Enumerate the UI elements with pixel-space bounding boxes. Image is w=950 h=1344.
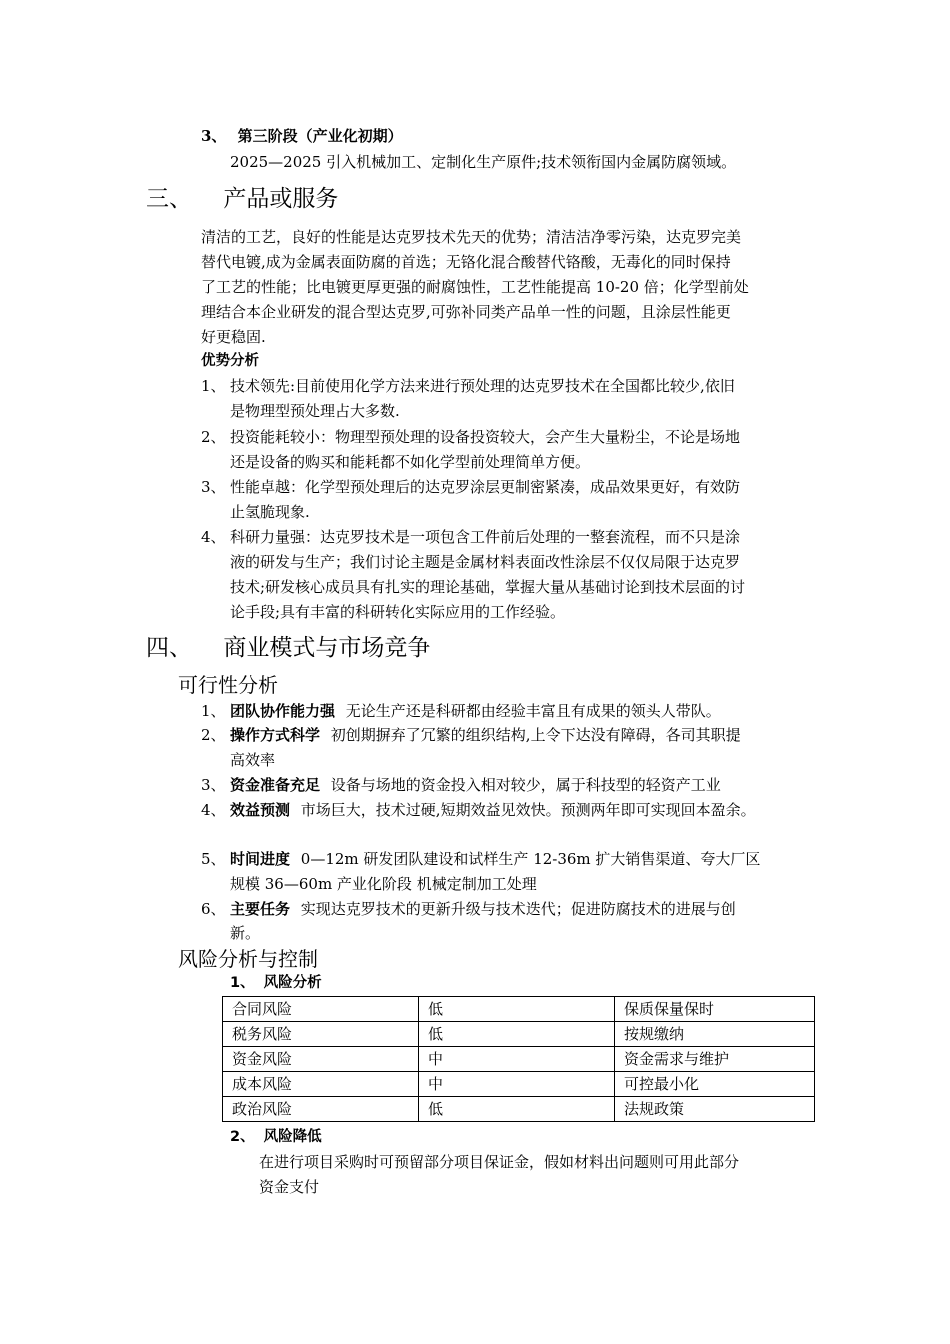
feasibility-item-num: 6、 xyxy=(201,900,226,918)
risk-measure-cell: 可控最小化 xyxy=(615,1072,815,1097)
feasibility-item xyxy=(230,774,721,796)
section3-para-line: 好更稳固. xyxy=(201,328,266,346)
feasibility-item xyxy=(230,898,736,920)
risk-level-cell: 中 xyxy=(419,1072,615,1097)
table-row xyxy=(223,997,815,1022)
advantage-item-line: 技术;研发核心成员具有扎实的理论基础，掌握大量从基础讨论到技术层面的讨 xyxy=(230,578,746,596)
feasibility-item-text: 高效率 xyxy=(230,751,276,769)
section3-num: 三、 xyxy=(146,186,192,212)
risk-type-cell: 合同风险 xyxy=(223,997,419,1022)
section3-para-line: 清洁的工艺，良好的性能是达克罗技术先天的优势；清洁洁净零污染，达克罗完美 xyxy=(201,228,742,246)
advantage-item-line: 科研力量强：达克罗技术是一项包含工件前后处理的一整套流程，而不只是涂 xyxy=(230,528,741,546)
advantage-item-line: 论手段;具有丰富的科研转化实际应用的工作经验。 xyxy=(230,603,566,621)
risk-analysis-num: 1、 xyxy=(230,975,255,991)
feasibility-item-num: 1、 xyxy=(201,702,226,720)
advantage-item-num: 4、 xyxy=(201,528,226,546)
risk-level-cell: 低 xyxy=(419,1022,615,1047)
risk-type-cell: 税务风险 xyxy=(223,1022,419,1047)
advantage-item-line: 还是设备的购买和能耗都不如化学型前处理简单方便。 xyxy=(230,453,591,471)
feasibility-item xyxy=(230,799,756,821)
feasibility-item-num: 5、 xyxy=(201,850,226,868)
feasibility-item-text: 设备与场地的资金投入相对较少，属于科技型的轻资产工业 xyxy=(330,776,721,794)
feasibility-item-text: 无论生产还是科研都由经验丰富且有成果的领头人带队。 xyxy=(345,702,721,720)
feasibility-item-text: 新。 xyxy=(230,924,261,942)
risk-reduction-title: 风险降低 xyxy=(263,1129,322,1145)
risk-level-cell: 低 xyxy=(419,997,615,1022)
section3-para-line: 理结合本企业研发的混合型达克罗,可弥补同类产品单一性的问题，且涂层性能更 xyxy=(201,303,731,321)
risk-measure-cell: 保质保量保时 xyxy=(615,997,815,1022)
advantage-item-num: 3、 xyxy=(201,478,226,496)
risk-measure-cell: 法规政策 xyxy=(615,1097,815,1122)
stage3-heading xyxy=(201,125,403,147)
section4-num: 四、 xyxy=(146,635,192,661)
table-row xyxy=(223,1047,815,1072)
advantage-item-line: 是物理型预处理占大多数. xyxy=(230,402,400,420)
advantage-item-line: 止氢脆现象. xyxy=(230,503,310,521)
feasibility-item-label: 时间进度 xyxy=(230,850,291,868)
feasibility-item-text: 初创期摒弃了冗繁的组织结构,上令下达没有障碍，各司其职提 xyxy=(330,726,741,744)
feasibility-item xyxy=(230,848,760,870)
risk-reduction-text: 资金支付 xyxy=(259,1178,320,1196)
feasibility-item-num: 3、 xyxy=(201,776,226,794)
section3-para-line: 替代电镀,成为金属表面防腐的首选；无铬化混合酸替代铬酸，无毒化的同时保持 xyxy=(201,253,731,271)
risk-type-cell: 资金风险 xyxy=(223,1047,419,1072)
feasibility-item xyxy=(230,700,721,722)
section4-title: 商业模式与市场竞争 xyxy=(223,635,431,661)
advantage-heading: 优势分析 xyxy=(201,353,259,369)
stage3-title: 第三阶段（产业化初期） xyxy=(237,127,403,145)
table-row xyxy=(223,1022,815,1047)
feasibility-item-label: 操作方式科学 xyxy=(230,726,321,744)
feasibility-item-num: 2、 xyxy=(201,726,226,744)
risk-measure-cell: 资金需求与维护 xyxy=(615,1047,815,1072)
risk-reduction-num: 2、 xyxy=(230,1129,255,1145)
stage3-desc: 2025—2025 引入机械加工、定制化生产原件;技术领衔国内金属防腐领域。 xyxy=(230,153,737,171)
advantage-item-line: 技术领先:目前使用化学方法来进行预处理的达克罗技术在全国都比较少,依旧 xyxy=(230,377,735,395)
risk-type-cell: 成本风险 xyxy=(223,1072,419,1097)
risk-heading: 风险分析与控制 xyxy=(178,947,318,971)
feasibility-item-label: 主要任务 xyxy=(230,900,291,918)
feasibility-item-text: 市场巨大，技术过硬,短期效益见效快。预测两年即可实现回本盈余。 xyxy=(300,801,756,819)
feasibility-item-num: 4、 xyxy=(201,801,226,819)
risk-table xyxy=(222,996,815,1122)
section4-heading xyxy=(146,633,430,663)
risk-level-cell: 低 xyxy=(419,1097,615,1122)
risk-reduction-heading xyxy=(230,1126,322,1148)
risk-reduction-text: 在进行项目采购时可预留部分项目保证金，假如材料出问题则可用此部分 xyxy=(259,1153,740,1171)
risk-analysis-heading xyxy=(230,972,322,994)
table-row xyxy=(223,1097,815,1122)
risk-type-cell: 政治风险 xyxy=(223,1097,419,1122)
table-row xyxy=(223,1072,815,1097)
risk-level-cell: 中 xyxy=(419,1047,615,1072)
feasibility-item-label: 资金准备充足 xyxy=(230,776,321,794)
advantage-item-line: 液的研发与生产；我们讨论主题是金属材料表面改性涂层不仅仅局限于达克罗 xyxy=(230,553,741,571)
section3-heading xyxy=(146,184,338,214)
feasibility-item-text: 0—12m 研发团队建设和试样生产 12-36m 扩大销售渠道、夸大厂区 xyxy=(300,850,761,868)
feasibility-item-label: 团队协作能力强 xyxy=(230,702,336,720)
advantage-item-line: 投资能耗较小：物理型预处理的设备投资较大，会产生大量粉尘，不论是场地 xyxy=(230,428,741,446)
feasibility-item xyxy=(230,724,741,746)
risk-measure-cell: 按规缴纳 xyxy=(615,1022,815,1047)
feasibility-item-text: 规模 36—60m 产业化阶段 机械定制加工处理 xyxy=(230,875,537,893)
section3-para-line: 了工艺的性能；比电镀更厚更强的耐腐蚀性，工艺性能提高 10-20 倍；化学型前处 xyxy=(201,278,749,296)
advantage-item-num: 2、 xyxy=(201,428,226,446)
section3-title: 产品或服务 xyxy=(223,186,339,212)
advantage-item-line: 性能卓越：化学型预处理后的达克罗涂层更制密紧凑，成品效果更好，有效防 xyxy=(230,478,741,496)
stage3-num: 3、 xyxy=(201,127,227,145)
advantage-item-num: 1、 xyxy=(201,377,226,395)
feasibility-item-label: 效益预测 xyxy=(230,801,291,819)
feasibility-item-text: 实现达克罗技术的更新升级与技术迭代；促进防腐技术的进展与创 xyxy=(300,900,736,918)
risk-analysis-title: 风险分析 xyxy=(263,975,322,991)
feasibility-heading: 可行性分析 xyxy=(178,673,278,697)
